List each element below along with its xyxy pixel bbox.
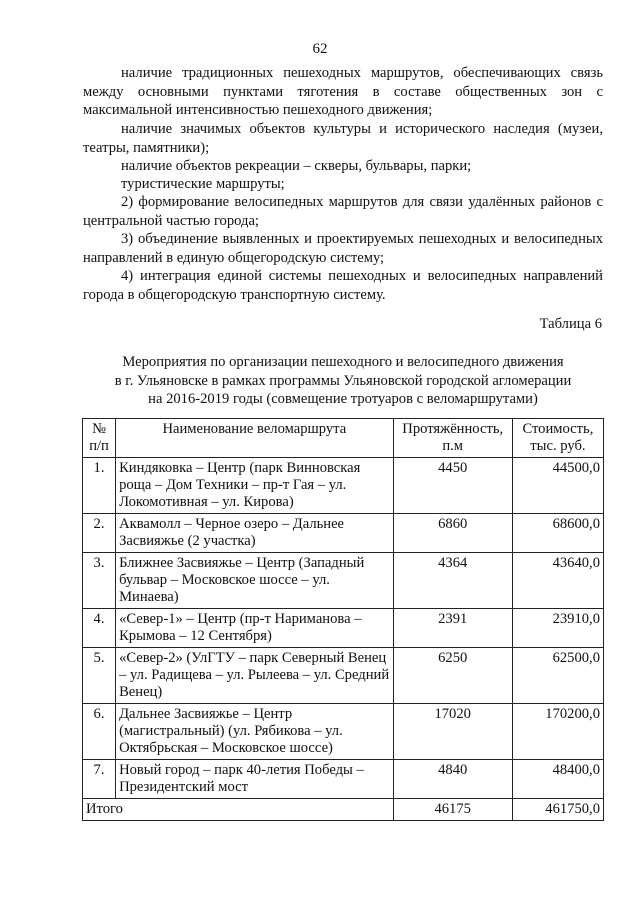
paragraph-recreation-objects [83,157,603,176]
row-cost: 170200,0 [512,704,603,760]
table-row [83,553,604,609]
header-number-line: п/п [89,438,109,454]
row-cost: 62500,0 [512,648,603,704]
row-number: 7. [83,760,116,799]
header-length-line: Протяжённость, [402,421,504,437]
row-number: 1. [83,458,116,514]
header-cost-line: тыс. руб. [530,438,586,454]
paragraph-text: 4) интеграция единой системы пешеходных и велосипедных направлений города в общегородскую транспортную систему. [83,268,603,303]
row-number: 3. [83,553,116,609]
table-caption [83,353,603,409]
header-cost-line: Стоимость, [522,421,594,437]
row-cost: 68600,0 [512,514,603,553]
table-total-row [83,799,604,821]
row-number: 2. [83,514,116,553]
caption-line: на 2016-2019 годы (совмещение тротуаров с веломаршрутами) [148,391,538,407]
row-route-name: Дальнее Засвияжье – Центр (магистральный) (ул. Рябикова – ул. Октябрьская – Московское шоссе) [116,704,394,760]
paragraph-text: 2) формирование велосипедных маршрутов для связи удалённых районов с центральной частью города; [83,194,603,229]
table-row [83,458,604,514]
row-cost: 44500,0 [512,458,603,514]
row-length: 17020 [393,704,512,760]
table-label: Таблица 6 [539,316,602,332]
caption-line: в г. Ульяновске в рамках программы Ульяновской городской агломерации [114,372,572,389]
row-cost: 23910,0 [512,609,603,648]
paragraph-tourist-routes [83,175,603,194]
paragraph-text: туристические маршруты; [121,176,285,192]
paragraph-text: наличие значимых объектов культуры и исторического наследия (музеи, театры, памятники); [83,121,603,156]
table-row [83,514,604,553]
row-route-name: Киндяковка – Центр (парк Винновская роща – Дом Техники – пр-т Гая – ул. Локомотивная – ул. Кирова) [116,458,394,514]
row-length: 6250 [393,648,512,704]
total-length: 46175 [393,799,512,821]
row-number: 4. [83,609,116,648]
row-length: 4364 [393,553,512,609]
table-header-row [83,419,604,458]
total-label: Итого [83,799,394,821]
row-cost: 43640,0 [512,553,603,609]
table-row [83,760,604,799]
caption-line: Мероприятия по организации пешеходного и велосипедного движения [122,354,564,370]
row-route-name: Аквамолл – Черное озеро – Дальнее Засвияжье (2 участка) [116,514,394,553]
header-number [83,419,116,458]
row-length: 4840 [393,760,512,799]
table-row [83,704,604,760]
row-length: 4450 [393,458,512,514]
row-number: 5. [83,648,116,704]
paragraph-text: наличие объектов рекреации – скверы, бульвары, парки; [121,158,472,174]
row-number: 6. [83,704,116,760]
row-cost: 48400,0 [512,760,603,799]
paragraph-text: наличие традиционных пешеходных маршрутов, обеспечивающих связь между основными пунктами тяготения в составе общественных зон с максимальной интенсивностью пешеходного движения; [83,65,603,118]
paragraph-integration [83,267,603,304]
header-length-line: п.м [442,438,464,454]
paragraph-unification [83,230,603,267]
header-length [393,419,512,458]
row-route-name: Новый город – парк 40-летия Победы – Президентский мост [116,760,394,799]
paragraph-pedestrian-routes [83,64,603,120]
table-row [83,609,604,648]
table-row [83,648,604,704]
header-cost [512,419,603,458]
routes-table [82,418,604,821]
paragraph-text: 3) объединение выявленных и проектируемых пешеходных и велосипедных направлений в единую общегородскую систему; [83,231,603,266]
row-length: 2391 [393,609,512,648]
paragraph-bicycle-routes [83,193,603,230]
row-route-name: Ближнее Засвияжье – Центр (Западный бульвар – Московское шоссе – ул. Минаева) [116,553,394,609]
header-route-name: Наименование веломаршрута [116,419,394,458]
paragraph-culture-objects [83,120,603,157]
row-length: 6860 [393,514,512,553]
header-number-line: № [92,421,106,437]
row-route-name: «Север-2» (УлГТУ – парк Северный Венец – ул. Радищева – ул. Рылеева – ул. Средний Венец) [116,648,394,704]
page-number: 62 [312,41,328,57]
total-cost: 461750,0 [512,799,603,821]
row-route-name: «Север-1» – Центр (пр-т Нариманова – Крымова – 12 Сентября) [116,609,394,648]
